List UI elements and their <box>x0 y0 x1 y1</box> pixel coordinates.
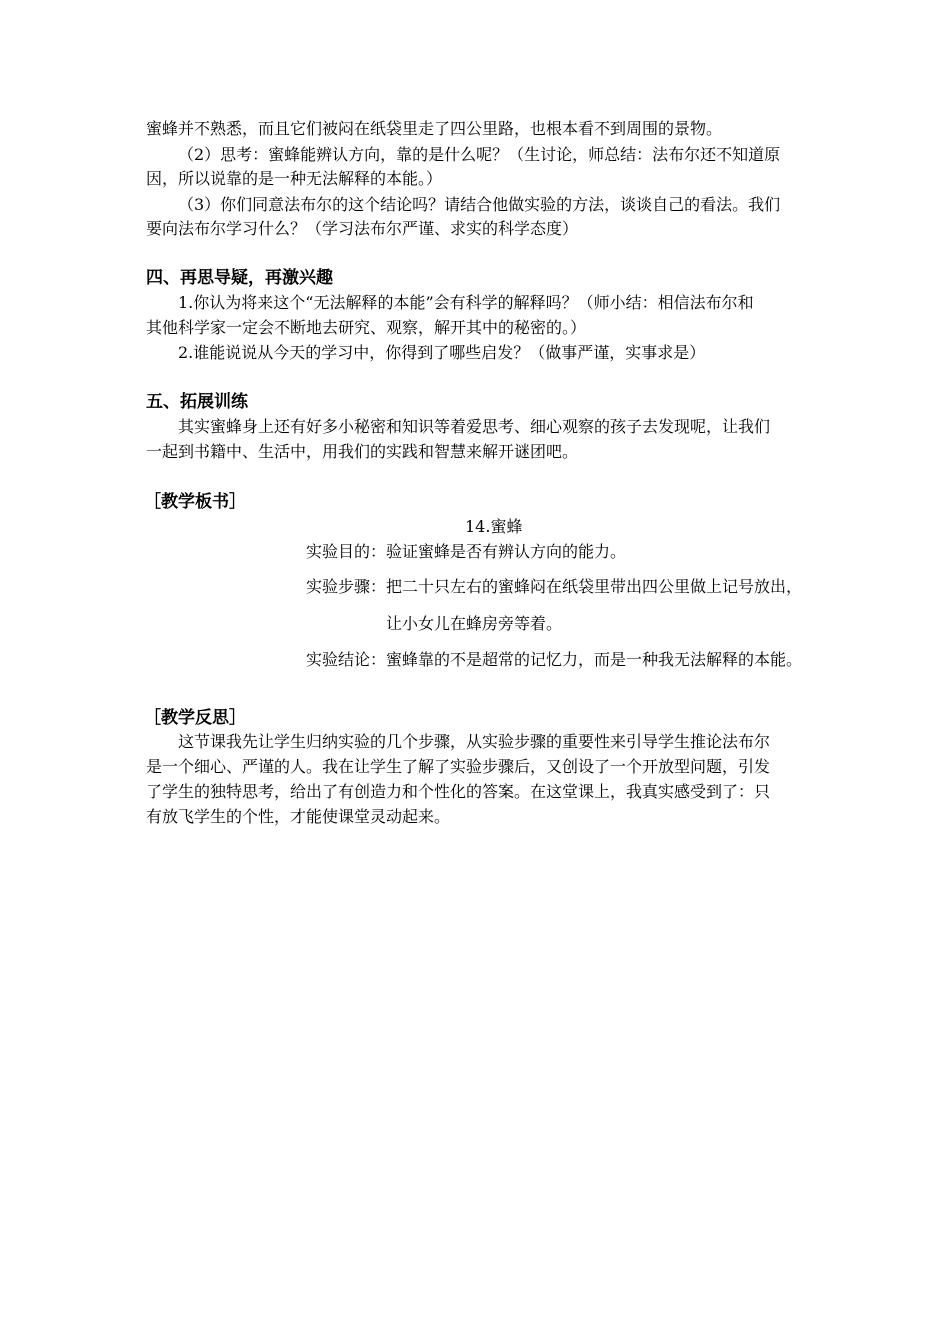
reflection-paragraph: 了学生的独特思考，给出了有创造力和个性化的答案。在这堂课上，我真实感受到了：只 <box>146 782 771 801</box>
board-conclusion: 实验结论：蜜蜂靠的不是超常的记忆力，而是一种我无法解释的本能。 <box>306 650 803 669</box>
section-4-item-1: 1.你认为将来这个“无法解释的本能”会有科学的解释吗？（师小结：相信法布尔和 <box>178 293 754 312</box>
board-purpose: 实验目的：验证蜜蜂是否有辨认方向的能力。 <box>306 542 627 561</box>
question-3-line: （3）你们同意法布尔的这个结论吗？请结合他做实验的方法，谈谈自己的看法。我们 <box>178 195 781 214</box>
board-title: 14.蜜蜂 <box>465 517 523 536</box>
section-4-heading: 四、再思导疑，再激兴趣 <box>146 268 333 288</box>
section-4-item-1: 其他科学家一定会不断地去研究、观察，解开其中的秘密的。） <box>146 318 587 337</box>
section-5-paragraph: 其实蜜蜂身上还有好多小秘密和知识等着爱思考、细心观察的孩子去发现呢，让我们 <box>178 417 771 436</box>
question-2-line: 因，所以说靠的是一种无法解释的本能。） <box>146 169 443 188</box>
reflection-heading: ［教学反思］ <box>144 708 246 728</box>
question-2-line: （2）思考：蜜蜂能辨认方向，靠的是什么呢？（生讨论，师总结：法布尔还不知道原 <box>178 145 781 164</box>
question-3-line: 要向法布尔学习什么？（学习法布尔严谨、求实的科学态度） <box>146 219 579 238</box>
section-5-heading: 五、拓展训练 <box>146 392 248 412</box>
reflection-paragraph: 有放飞学生的个性，才能使课堂灵动起来。 <box>146 807 451 826</box>
reflection-paragraph: 这节课我先让学生归纳实验的几个步骤，从实验步骤的重要性来引导学生推论法布尔 <box>178 732 771 751</box>
section-4-item-2: 2.谁能说说从今天的学习中，你得到了哪些启发？（做事严谨，实事求是） <box>178 343 706 362</box>
section-5-paragraph: 一起到书籍中、生活中，用我们的实践和智慧来解开谜团吧。 <box>146 442 579 461</box>
reflection-paragraph: 是一个细心、严谨的人。我在让学生了解了实验步骤后，又创设了一个开放型问题，引发 <box>146 757 771 776</box>
board-heading: ［教学板书］ <box>144 492 246 512</box>
board-steps: 实验步骤：把二十只左右的蜜蜂闷在纸袋里带出四公里做上记号放出， <box>306 577 803 596</box>
paragraph-line: 蜜蜂并不熟悉，而且它们被闷在纸袋里走了四公里路，也根本看不到周围的景物。 <box>146 119 723 138</box>
board-steps: 让小女儿在蜂房旁等着。 <box>386 614 563 633</box>
